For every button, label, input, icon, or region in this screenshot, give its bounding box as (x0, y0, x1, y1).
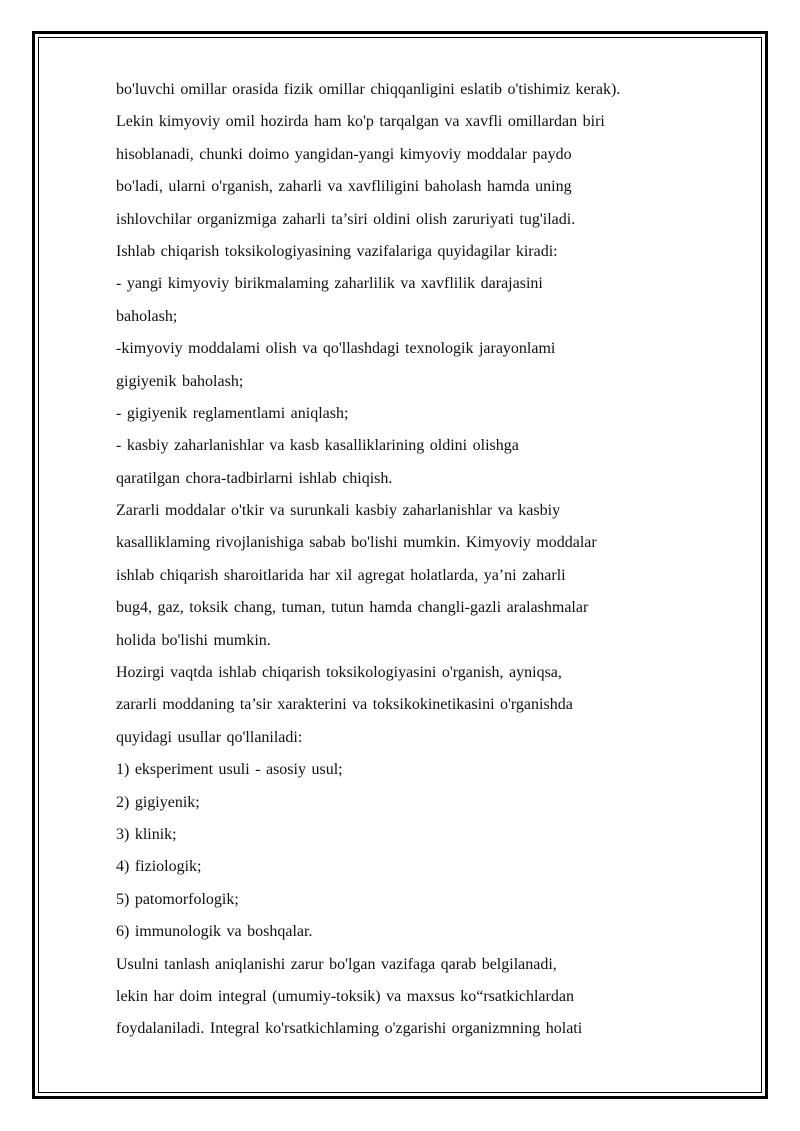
document-body (116, 74, 716, 1046)
list-item: 4) fiziologik; (116, 858, 202, 876)
text-line: ishlovchilar organizmiga zaharli ta’siri oldini olish zaruriyati tug'iladi. (116, 210, 576, 228)
text-line: Hozirgi vaqtda ishlab chiqarish toksikologiyasini o'rganish, ayniqsa, (116, 664, 562, 682)
text-line: hisoblanadi, chunki doimo yangidan-yangi kimyoviy moddalar paydo (116, 145, 572, 163)
text-line: foydalaniladi. Integral ko'rsatkichlaming o'zgarishi organizmning holati (116, 1020, 583, 1038)
text-line: zararli moddaning ta’sir xarakterini va toksikokinetikasini o'rganishda (116, 696, 573, 714)
list-item: - kasbiy zaharlanishlar va kasb kasalliklarining oldini olishga (116, 437, 519, 455)
list-item: -kimyoviy moddalami olish va qo'llashdagi texnologik jarayonlami (116, 340, 556, 358)
text-line: qaratilgan chora-tadbirlarni ishlab chiqish. (116, 469, 393, 487)
text-line: bo'ladi, ularni o'rganish, zaharli va xavfliligini baholash hamda uning (116, 178, 572, 196)
text-line: Usulni tanlash aniqlanishi zarur bo'lgan vazifaga qarab belgilanadi, (116, 955, 557, 973)
list-item: - gigiyenik reglamentlami aniqlash; (116, 404, 349, 422)
list-item: 6) immunologik va boshqalar. (116, 923, 313, 941)
list-item: - yangi kimyoviy birikmalaming zaharlilik va xavflilik darajasini (116, 275, 543, 293)
list-item: 1) eksperiment usuli - asosiy usul; (116, 761, 343, 779)
text-line: ishlab chiqarish sharoitlarida har xil agregat holatlarda, ya’ni zaharli (116, 566, 566, 584)
list-item: 3) klinik; (116, 825, 177, 843)
text-line: quyidagi usullar qo'llaniladi: (116, 728, 303, 746)
text-line: Zararli moddalar o'tkir va surunkali kasbiy zaharlanishlar va kasbiy (116, 502, 561, 520)
text-line: Lekin kimyoviy omil hozirda ham ko'p tarqalgan va xavfli omillardan biri (116, 113, 605, 131)
text-line: holida bo'lishi mumkin. (116, 631, 271, 649)
list-item: 5) patomorfologik; (116, 890, 239, 908)
text-line: gigiyenik baholash; (116, 372, 244, 390)
text-line: bug4, gaz, toksik chang, tuman, tutun hamda changli-gazli aralashmalar (116, 599, 589, 617)
text-line: bo'luvchi omillar orasida fizik omillar chiqqanligini eslatib o'tishimiz kerak). (116, 81, 621, 98)
text-line: lekin har doim integral (umumiy-toksik) va maxsus ko“rsatkichlardan (116, 987, 574, 1005)
text-line: baholash; (116, 307, 178, 325)
text-line: kasalliklaming rivojlanishiga sabab bo'lishi mumkin. Kimyoviy moddalar (116, 534, 597, 552)
text-line: Ishlab chiqarish toksikologiyasining vazifalariga quyidagilar kiradi: (116, 242, 558, 260)
list-item: 2) gigiyenik; (116, 793, 200, 811)
